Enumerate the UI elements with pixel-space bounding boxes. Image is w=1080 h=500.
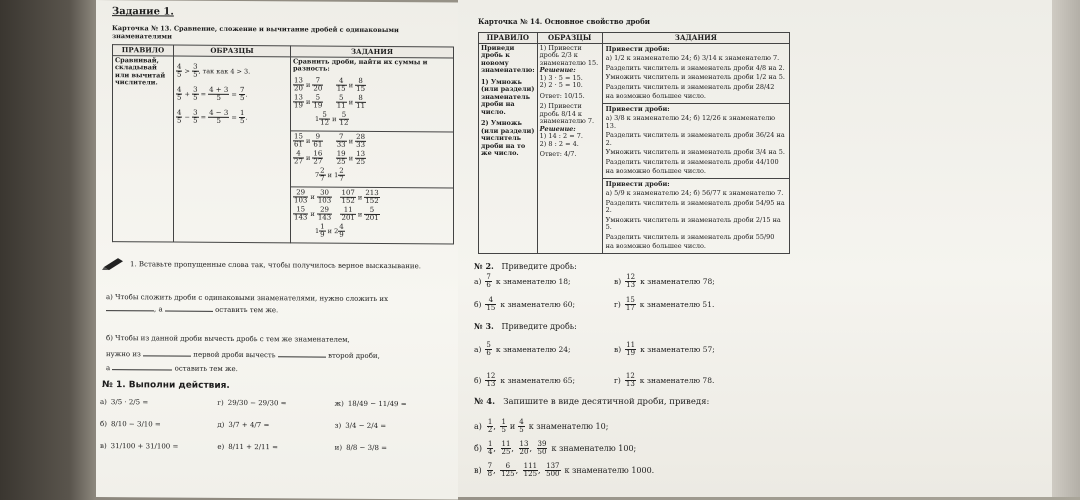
- left-rule-table: [112, 44, 454, 244]
- fraction: [625, 297, 636, 312]
- col-samples: ОБРАЗЦЫ: [537, 33, 602, 44]
- item-text: к знаменателю 100;: [551, 443, 637, 453]
- task1-item: [335, 444, 452, 453]
- task4-header: [474, 398, 709, 406]
- item-text: к знаменателю 51.: [639, 299, 715, 309]
- separator: ,: [493, 465, 499, 475]
- fraction-denominator: 13: [625, 380, 635, 388]
- fraction-numerator: 7: [486, 273, 491, 281]
- fraction-denominator: 25: [501, 448, 511, 456]
- task-block-line: Умножить числитель и знаменатель дроби 1/2 на 5.: [605, 73, 785, 81]
- fraction-denominator: 6: [486, 281, 491, 289]
- item-label: в): [614, 344, 622, 354]
- sample-compare-tail: , так как 4 > 3.: [198, 66, 251, 76]
- task1-item: [335, 422, 452, 431]
- fraction: [625, 274, 636, 289]
- fraction-denominator: 17: [625, 304, 635, 312]
- fraction: [501, 441, 512, 456]
- task3-title: № 3.: [474, 321, 494, 331]
- task2-prompt: Приведите дробь:: [501, 262, 577, 271]
- task-block-line: Умножить числитель и знаменатель дроби 3/4 на 5.: [605, 148, 785, 156]
- item-label: а): [474, 421, 482, 431]
- item-text: к знаменателю 65;: [500, 375, 576, 385]
- task1-item: [100, 420, 217, 429]
- task4-item: [474, 419, 794, 434]
- right-page: [458, 0, 1052, 497]
- exercise-item: [474, 274, 614, 289]
- exercise1-b-line1: б) Чтобы из данной дроби вычесть дробь с тем же знаменателем,: [106, 334, 350, 344]
- task3-header: [474, 322, 577, 331]
- item-label: б): [474, 375, 482, 385]
- fraction: [485, 274, 491, 289]
- fraction: [518, 419, 524, 434]
- fraction-numerator: 13: [519, 440, 529, 448]
- item-label: б): [100, 420, 107, 429]
- tasks-cell: [602, 43, 789, 253]
- task4-item: [474, 441, 794, 456]
- exercise1-a: [106, 292, 406, 317]
- blank-field[interactable]: [278, 349, 326, 357]
- fraction-denominator: 2: [487, 426, 493, 434]
- sample-line: Ответ: 10/15.: [539, 91, 585, 100]
- task1-grid: [100, 398, 452, 452]
- task-block: [603, 103, 789, 178]
- exercise1-b-line2: [106, 348, 380, 360]
- task-block-line: Разделить числитель и знаменатель дроби 44/100: [605, 157, 779, 166]
- exercise1-b-part2: нужно из: [106, 350, 141, 359]
- task2-title: № 2.: [474, 261, 494, 271]
- fraction: [545, 463, 560, 478]
- fraction-numerator: 137: [546, 462, 560, 470]
- task-block-line: Умножить числитель и знаменатель дроби 2/15 на 5.: [605, 215, 781, 231]
- separator: ,: [493, 443, 499, 453]
- fraction-numerator: 12: [486, 372, 496, 380]
- sample-line: Решение:: [539, 66, 576, 74]
- item-expression: 8/8 − 3/8 =: [346, 443, 387, 453]
- item-text: к знаменателю 18;: [495, 276, 571, 286]
- exercise1-a-part1: а) Чтобы сложить дроби с одинаковыми знаменателями, нужно сложить их: [106, 293, 389, 304]
- task-block-line: а) 3/8 к знаменателю 24; б) 12/26 к знаменателю 13.: [605, 114, 776, 130]
- item-expression: 3/5 · 2/5 =: [110, 398, 149, 407]
- exercise1-b-part6: оставить тем же.: [174, 364, 238, 373]
- fraction-numerator: 1: [487, 418, 493, 426]
- rule-cell: [479, 43, 538, 253]
- item-label: д): [217, 420, 225, 429]
- fraction-numerator: 111: [523, 462, 538, 470]
- pencil-icon: [102, 256, 126, 270]
- separator: ,: [493, 421, 499, 431]
- rule-text: Сравнивай, складывай или вычитай числители.: [113, 55, 174, 241]
- fraction: [485, 373, 496, 388]
- exercise-item: [614, 297, 774, 312]
- task2-grid: [474, 274, 774, 312]
- task-block-line: на возможно большее число.: [605, 92, 706, 100]
- sample-line: Ответ: 4/7.: [539, 150, 577, 158]
- task1-item: [217, 443, 334, 452]
- item-label: в): [614, 276, 622, 286]
- fraction-numerator: 1: [487, 440, 493, 448]
- exercise-item: [614, 342, 774, 357]
- item-label: и): [334, 443, 343, 452]
- fraction: [625, 373, 636, 388]
- samples-cell: $\frac{4}{5}$ > $\frac{3}{5}$ , так как 4 > 3. $\frac{4}{5}$ + $\frac{3}{5}$ = $\frac{4 + 3}{5}$ = $\frac{7}{5}$ . $\frac{4}{5}$ − $\frac{3}{5}$ = $\frac{4 - 3}{5}$ = $\frac{1}{5}$ .: [174, 56, 291, 243]
- item-expression: 29/30 − 29/30 =: [227, 398, 287, 408]
- task-block-line: а) 1/2 к знаменателю 24; б) 3/14 к знаменателю 7.: [605, 54, 780, 62]
- sample-line: 1) 14 : 2 = 7.: [539, 132, 583, 140]
- item-label: в): [100, 442, 107, 451]
- task1-title: № 1. Выполни действия.: [102, 380, 230, 391]
- item-label: а): [474, 276, 482, 286]
- item-label: б): [474, 299, 482, 309]
- task-block-heading: Привести дроби:: [605, 44, 670, 53]
- fraction: [500, 463, 515, 478]
- item-expression: 3/4 − 2/4 =: [345, 421, 387, 431]
- task-block-line: а) 5/9 к знаменателю 24; б) 56/77 к знаменателю 7.: [605, 189, 784, 197]
- right-rule-table: [478, 32, 790, 254]
- item-text: к знаменателю 24;: [495, 344, 571, 354]
- item-label: г): [614, 375, 621, 385]
- task-block-line: Разделить числитель и знаменатель дроби 28/42: [605, 82, 775, 91]
- task4-item: [474, 463, 794, 478]
- fraction-denominator: 500: [546, 470, 560, 478]
- fraction-numerator: 11: [501, 440, 511, 448]
- rule-line: 1) Умножь (или раздели) знаменатель дроби на число.: [481, 77, 535, 116]
- fraction-denominator: 8: [487, 470, 493, 478]
- task4-prompt: Запишите в виде десятичной дроби, приведя:: [503, 397, 710, 407]
- right-card-title: Карточка № 14. Основное свойство дроби: [478, 17, 650, 26]
- fraction-numerator: 7: [487, 462, 493, 470]
- separator: ,: [538, 465, 544, 475]
- task1-item: [100, 398, 217, 407]
- fraction-denominator: 4: [487, 448, 493, 456]
- page-edge: [1052, 0, 1080, 497]
- rule-line: 2) Умножь (или раздели) числитель дроби на то же число.: [481, 119, 535, 157]
- fraction-denominator: 5: [519, 426, 524, 434]
- blank-field[interactable]: [106, 303, 154, 311]
- item-label: а): [474, 344, 482, 354]
- item-label: з): [334, 421, 342, 430]
- task2-header: [474, 262, 577, 271]
- fraction-numerator: 4: [485, 297, 496, 305]
- item-label: б): [474, 443, 482, 453]
- exercise1-title: 1. Вставьте пропущенные слова так, чтобы получилось верное высказывание.: [130, 260, 421, 271]
- item-text: к знаменателю 1000.: [564, 465, 655, 475]
- fraction-numerator: 39: [537, 440, 547, 448]
- sample-line: Решение:: [539, 124, 576, 133]
- item-expression: 8/10 − 3/10 =: [110, 420, 161, 429]
- item-text: к знаменателю 57;: [640, 344, 715, 354]
- fraction-numerator: 12: [625, 372, 635, 380]
- exercise1-b-part4: второй дроби,: [328, 351, 380, 360]
- task-text: Сравнить дроби, найти их суммы и разность:: [293, 56, 428, 73]
- task-block: [603, 178, 789, 253]
- fraction-numerator: 1: [501, 418, 506, 426]
- sample-line: 1) 3 · 5 = 15.: [539, 73, 583, 82]
- exercise-item: [614, 274, 774, 289]
- sample-line: 2) Привести дробь 8/14 к знаменателю 7.: [539, 102, 595, 125]
- task1-item: [217, 399, 334, 408]
- task-block-line: Разделить числитель и знаменатель дроби 36/24 на 2.: [605, 131, 785, 147]
- sample-line: 1) Привести дробь 2/3 к знаменателю 15.: [539, 43, 599, 67]
- col-tasks: ЗАДАНИЯ: [602, 33, 789, 44]
- rule-line: Приведи дробь к новому знаменателю:: [481, 43, 535, 74]
- exercise1-a-part2: , а: [154, 305, 163, 314]
- fraction: [500, 419, 506, 434]
- item-expression: 8/11 + 2/11 =: [228, 442, 279, 452]
- task3-grid: [474, 342, 774, 388]
- exercise1-b-line3: [106, 362, 238, 373]
- item-text: к знаменателю 78;: [640, 276, 715, 286]
- fraction: [485, 342, 491, 357]
- task4-title: № 4.: [474, 397, 496, 407]
- fraction-denominator: 13: [626, 281, 636, 289]
- task1-item: [335, 400, 452, 409]
- fraction-numerator: 12: [626, 273, 636, 281]
- col-tasks: ЗАДАНИЯ: [291, 46, 454, 58]
- blank-field[interactable]: [143, 348, 191, 356]
- task-block-heading: Привести дроби:: [605, 104, 670, 113]
- fraction-denominator: 19: [626, 349, 636, 357]
- samples-cell: [537, 43, 602, 253]
- joiner-word: и: [509, 421, 516, 431]
- item-label: в): [474, 465, 482, 475]
- item-expression: 31/100 + 31/100 =: [110, 442, 179, 451]
- col-samples: ОБРАЗЦЫ: [174, 45, 291, 56]
- task-block-line: на возможно большее число.: [605, 167, 706, 175]
- fraction: [537, 441, 548, 456]
- exercise1-b-part3: первой дроби вычесть: [193, 350, 276, 360]
- fraction-denominator: 20: [519, 448, 529, 456]
- fraction-denominator: 125: [501, 470, 515, 478]
- separator: ,: [511, 443, 517, 453]
- task4-list: [474, 412, 794, 478]
- item-label: ж): [334, 399, 344, 408]
- blank-field[interactable]: [112, 362, 172, 370]
- sample-line: 2) 2 · 5 = 10.: [539, 81, 583, 89]
- exercise1-b-part5: а: [106, 364, 111, 373]
- task1-item: [100, 442, 217, 451]
- task-block-line: Разделить числитель и знаменатель дроби 54/95 на 2.: [605, 198, 785, 214]
- fraction-denominator: 5: [501, 426, 506, 434]
- fraction-numerator: 4: [519, 418, 524, 426]
- task-block-line: Разделить числитель и знаменатель дроби 55/90: [605, 232, 775, 241]
- left-card-title: Карточка № 13. Сравнение, сложение и вычитание дробей с одинаковыми знаменателями: [112, 24, 399, 41]
- fraction-denominator: 13: [486, 380, 496, 388]
- fraction-numerator: 5: [486, 341, 491, 349]
- item-text: к знаменателю 10;: [528, 421, 609, 431]
- fraction-denominator: 50: [537, 448, 547, 456]
- item-label: е): [217, 442, 225, 451]
- task-block-heading: Привести дроби:: [605, 179, 670, 188]
- task3-prompt: Приведите дробь:: [501, 322, 577, 331]
- item-expression: 18/49 − 11/49 =: [347, 399, 407, 409]
- fraction-denominator: 15: [486, 304, 496, 312]
- exercise-item: [474, 297, 614, 312]
- blank-field[interactable]: [165, 303, 213, 311]
- item-label: г): [217, 398, 224, 407]
- left-header: Задание 1.: [112, 6, 174, 18]
- exercise1-a-part3: оставить тем же.: [215, 305, 279, 315]
- fraction: [523, 463, 538, 478]
- fraction-denominator: 6: [486, 349, 491, 357]
- fraction-denominator: 125: [523, 470, 538, 478]
- item-label: а): [100, 398, 107, 407]
- fraction-numerator: 15: [625, 296, 635, 304]
- left-page: [96, 0, 458, 500]
- fraction-numerator: 11: [626, 341, 636, 349]
- fraction: [485, 297, 496, 312]
- tasks-cell: Сравнить дроби, найти их суммы и разность: $\frac{13}{20}$ и $\frac{7}{20}$ $\frac{4}{15}$ и $\frac{8}{15}$ $\frac{13}{19}$ и $\frac{5}{19}$ $\frac{5}{11}$ и $\frac{8}{11}$ 1 $\frac{5}{12}$ и $\frac{5}{12}$ $\frac{15}{61}$ и $\frac{9}{61}$ $\frac{7}{33}$ и $\frac{28}{33}$ $\frac{4}{27}$ и $\frac{16}{27}$ $\frac{19}{25}$ и $\frac{13}{25}$ 7 $\frac{2}{7}$ и 1 $\frac{2}{7}$ $\frac{29}{103}$ и $\frac{30}{103}$ $\frac{107}{152}$ и $\frac{213}{152}$ $\frac{15}{143}$ и $\frac{29}{143}$ $\frac{11}{201}$ и $\frac{5}{201}$ 1 $\frac{1}{9}$ и 2 $\frac{4}{9}$: [291, 56, 454, 243]
- task-block-line: Разделить числитель и знаменатель дроби 4/8 на 2.: [605, 63, 785, 72]
- sample-line: 2) 8 : 2 = 4.: [539, 139, 579, 148]
- task-block-line: на возможно большее число.: [605, 242, 706, 250]
- task-block: [603, 44, 789, 103]
- exercise-item: [614, 373, 774, 388]
- col-rule: ПРАВИЛО: [479, 33, 538, 44]
- fraction: [625, 342, 636, 357]
- fraction: [519, 441, 530, 456]
- task1-item: [217, 421, 334, 430]
- separator: ,: [529, 443, 535, 453]
- item-expression: 3/7 + 4/7 =: [228, 420, 270, 430]
- fraction-numerator: 6: [500, 463, 515, 471]
- item-label: г): [614, 299, 621, 309]
- separator: ,: [515, 465, 521, 475]
- exercise-item: [474, 373, 614, 388]
- item-text: к знаменателю 78.: [639, 375, 715, 385]
- col-rule: ПРАВИЛО: [113, 45, 174, 56]
- exercise-item: [474, 342, 614, 357]
- item-text: к знаменателю 60;: [500, 299, 576, 309]
